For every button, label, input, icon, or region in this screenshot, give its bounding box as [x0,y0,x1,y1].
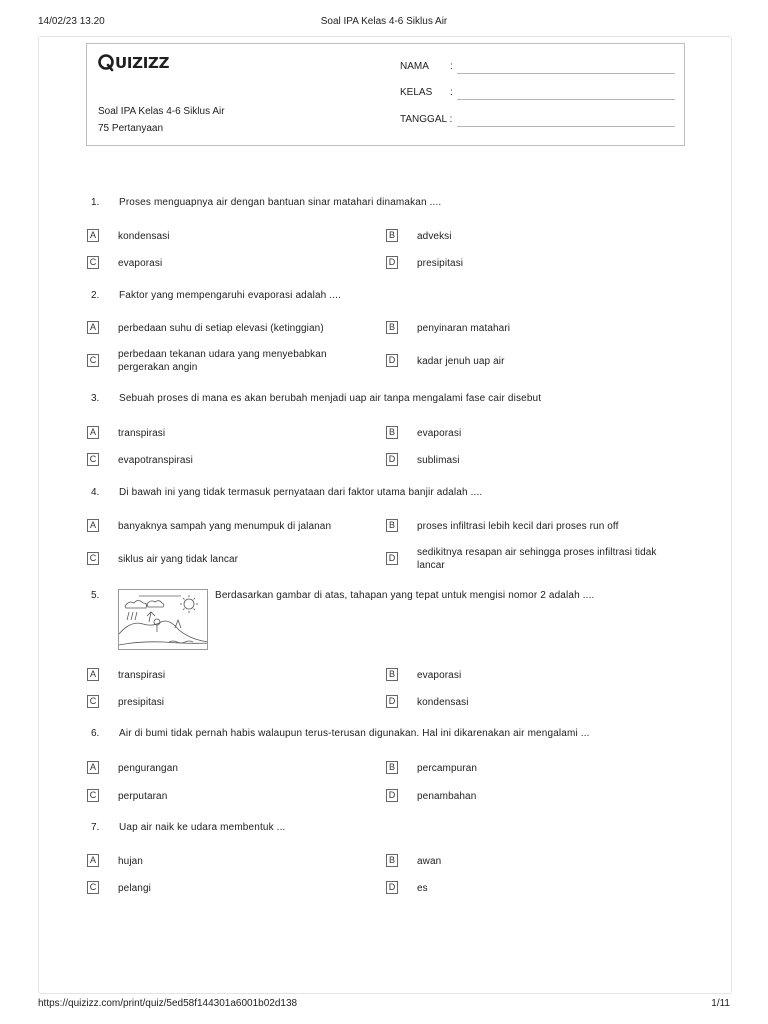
option-text: es [417,883,428,894]
question-text: Di bawah ini yang tidak termasuk pernyataan dari faktor utama banjir adalah .... [119,487,483,498]
print-timestamp: 14/02/23 13.20 [38,16,105,27]
option-text: transpirasi [118,428,166,439]
question-text: Berdasarkan gambar di atas, tahapan yang tepat untuk mengisi nomor 2 adalah .... [215,590,595,601]
option-text: transpirasi [118,670,166,681]
option-key-box: D [386,695,398,708]
question-text: Sebuah proses di mana es akan berubah menjadi uap air tanpa mengalami fase cair disebut [119,393,542,404]
quiz-title: Soal IPA Kelas 4-6 Siklus Air [98,106,225,117]
option-key-box: C [87,695,99,708]
option-key-box: D [386,256,398,269]
quizizz-logo-icon [98,53,174,73]
option-text: evaporasi [417,670,462,681]
print-footer [38,998,730,1012]
option-text: sublimasi [417,455,460,466]
option-text: banyaknya sampah yang menumpuk di jalanan [118,521,332,532]
option-text: perputaran [118,791,168,802]
question-text: Faktor yang mempengaruhi evaporasi adalah .... [119,290,342,301]
option-text: pelangi [118,883,151,894]
question-number: 4. [91,487,100,498]
option-key-box: D [386,354,398,367]
question-number: 3. [91,393,100,404]
option-key-box: A [87,229,99,242]
field-label: NAMA [400,61,429,72]
question-text: Uap air naik ke udara membentuk ... [119,822,286,833]
option-text: evaporasi [417,428,462,439]
option-key-box: B [386,519,398,532]
option-key-box: B [386,426,398,439]
logo-wordmark: UIZIZZ [115,54,170,72]
option-text: penambahan [417,791,477,802]
option-text: proses infiltrasi lebih kecil dari proses run off [417,521,619,532]
option-text: perbedaan tekanan udara yang menyebabkan pergerakan angin [118,349,327,373]
option-text: evapotranspirasi [118,455,193,466]
option-text: evaporasi [118,258,163,269]
option-key-box: C [87,552,99,565]
class-field[interactable]: KELAS : [400,87,675,101]
option-key-box: D [386,881,398,894]
name-field[interactable]: NAMA : [400,61,675,75]
question-text: Air di bumi tidak pernah habis walaupun terus-terusan digunakan. Hal ini dikarenakan air mengalami ... [119,728,590,739]
option-key-box: B [386,229,398,242]
option-key-box: A [87,426,99,439]
option-key-box: C [87,881,99,894]
option-text: presipitasi [118,697,165,708]
print-header [38,16,730,30]
question-count: 75 Pertanyaan [98,123,164,134]
option-text: percampuran [417,763,478,774]
option-key-box: D [386,552,398,565]
option-text: pengurangan [118,763,179,774]
question-number: 1. [91,197,100,208]
option-key-box: B [386,854,398,867]
option-text: kadar jenuh uap air [417,356,505,367]
option-key-box: A [87,321,99,334]
option-key-box: C [87,453,99,466]
quiz-info-box [86,43,685,146]
field-label: TANGGAL : [400,114,453,125]
option-text: kondensasi [417,697,469,708]
option-text: siklus air yang tidak lancar [118,554,239,565]
option-text: sedikitnya resapan air sehingga proses infiltrasi tidak lancar [417,547,657,571]
option-text: hujan [118,856,143,867]
print-url[interactable]: https://quizizz.com/print/quiz/5ed58f144301a6001b02d138 [38,998,298,1009]
option-key-box: A [87,668,99,681]
print-doc-title: Soal IPA Kelas 4-6 Siklus Air [320,16,448,27]
date-field[interactable] [400,114,675,128]
quizizz-logo [98,53,174,78]
option-key-box: B [386,321,398,334]
question-number: 5. [91,590,100,601]
water-cycle-diagram-image [118,589,208,650]
option-key-box: C [87,354,99,367]
question-number: 7. [91,822,100,833]
option-text: perbedaan suhu di setiap elevasi (ketinggian) [118,323,324,334]
option-key-box: D [386,789,398,802]
option-key-box: B [386,761,398,774]
option-key-box: A [87,854,99,867]
option-text: awan [417,856,442,867]
option-key-box: D [386,453,398,466]
question-number: 2. [91,290,100,301]
question-number: 6. [91,728,100,739]
option-text: penyinaran matahari [417,323,511,334]
option-key-box: C [87,256,99,269]
option-key-box: A [87,761,99,774]
worksheet-page [38,36,732,994]
option-key-box: B [386,668,398,681]
field-label: KELAS [400,87,433,98]
option-key-box: C [87,789,99,802]
page-number: 1/11 [711,998,730,1009]
option-text: adveksi [417,231,452,242]
option-text: presipitasi [417,258,464,269]
option-key-box: A [87,519,99,532]
option-text: kondensasi [118,231,170,242]
question-text: Proses menguapnya air dengan bantuan sinar matahari dinamakan .... [119,197,442,208]
